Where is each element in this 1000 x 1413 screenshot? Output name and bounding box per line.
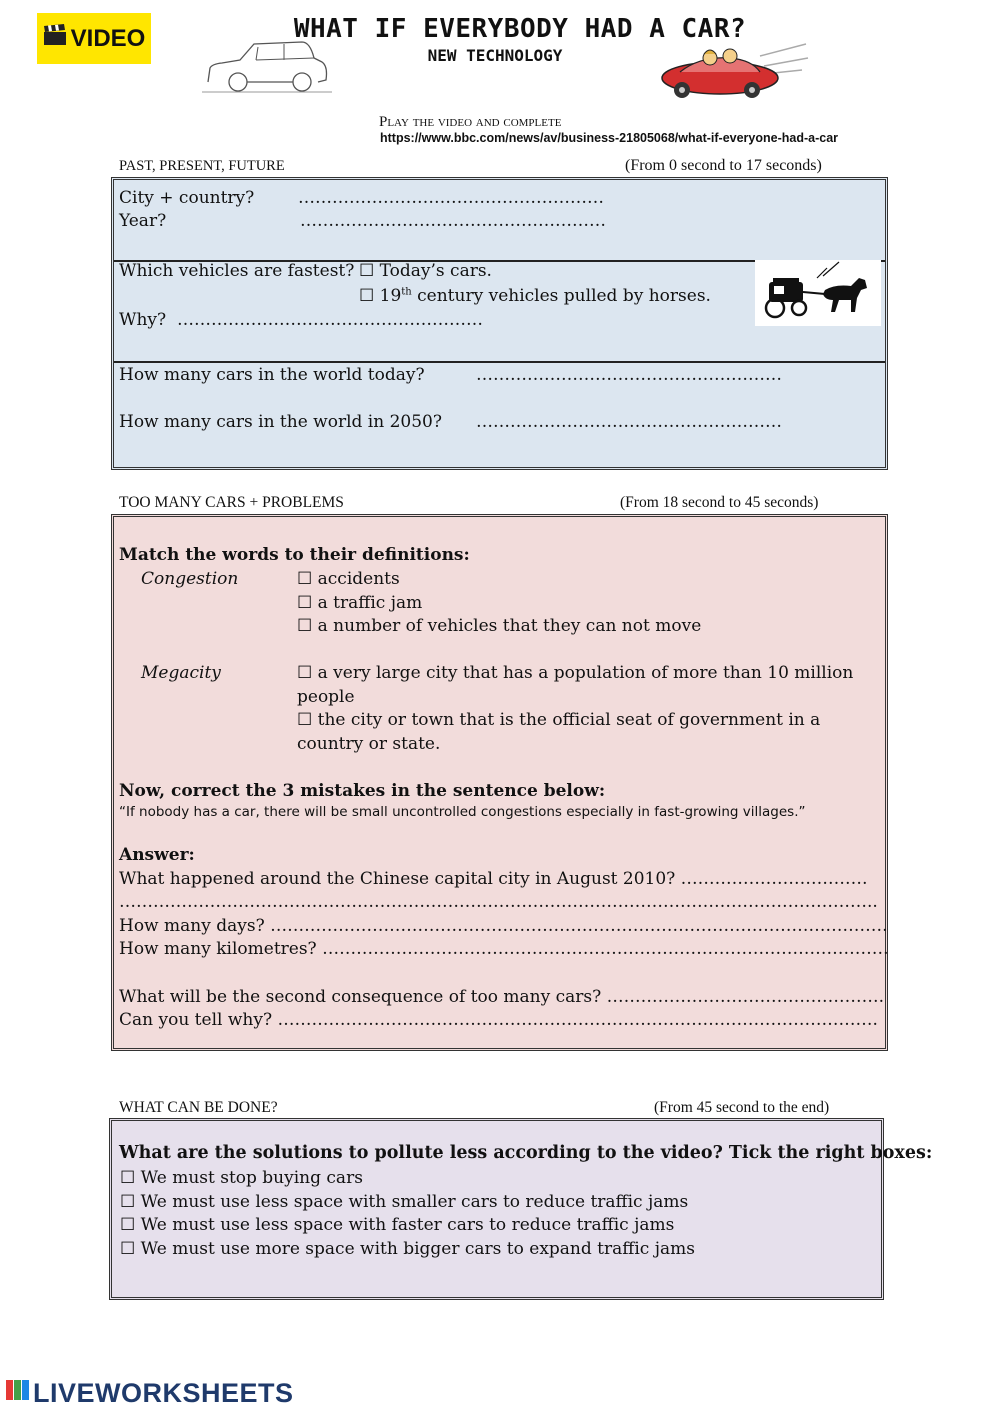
word-megacity: Megacity	[141, 663, 221, 683]
answer-year-field[interactable]: ………………………………………………	[300, 211, 606, 231]
answer-label: Answer:	[119, 845, 195, 865]
section1-heading: PAST, PRESENT, FUTURE	[119, 158, 285, 174]
question-cars-2050: How many cars in the world in 2050?	[119, 412, 442, 432]
question-days[interactable]: How many days? ……………………………………………………………………………………………….	[119, 916, 888, 936]
checkbox-horse-vehicles[interactable]: ☐ 19th century vehicles pulled by horses.	[359, 286, 711, 306]
section2-time: (From 18 second to 45 seconds)	[620, 494, 819, 511]
checkbox-solution[interactable]: ☐ We must use less space with smaller cars to reduce traffic jams	[120, 1192, 689, 1212]
checkbox-definition[interactable]: ☐ accidents	[297, 569, 400, 589]
definition-continuation: people	[297, 687, 355, 707]
question-tell-why[interactable]: Can you tell why? …………………………………………………………………………………………….	[119, 1010, 878, 1030]
checkbox-definition[interactable]: ☐ a very large city that has a population of more than 10 million	[297, 663, 854, 683]
section3-heading: WHAT CAN BE DONE?	[119, 1099, 278, 1116]
mistake-sentence: “If nobody has a car, there will be small uncontrolled congestions especially in fast-growing villages.”	[119, 804, 806, 820]
correct-title: Now, correct the 3 mistakes in the sentence below:	[119, 781, 606, 801]
question-fastest: Which vehicles are fastest?	[119, 261, 355, 281]
answer-city-field[interactable]: ………………………………………………	[298, 188, 604, 208]
section3-box	[109, 1118, 933, 1300]
word-congestion: Congestion	[141, 569, 239, 589]
checkbox-definition[interactable]: ☐ a number of vehicles that they can not move	[297, 616, 702, 636]
definition-continuation: country or state.	[297, 734, 441, 754]
section2-box	[111, 514, 888, 1051]
checkbox-definition[interactable]: ☐ a traffic jam	[297, 593, 423, 613]
clapperboard-icon	[43, 24, 67, 53]
section3-time: (From 45 second to the end)	[654, 1099, 830, 1116]
page-title: WHAT IF EVERYBODY HAD A CAR?	[293, 14, 747, 44]
match-title: Match the words to their definitions:	[119, 545, 470, 565]
question-city: City + country?	[119, 188, 255, 208]
question-why: Why?	[119, 310, 167, 330]
section1-time: (From 0 second to 17 seconds)	[625, 157, 822, 174]
car-outline-icon	[202, 36, 332, 100]
video-link[interactable]: https://www.bbc.com/news/av/business-21805068/what-if-everyone-had-a-car	[380, 131, 839, 145]
page-subtitle: NEW TECHNOLOGY	[427, 46, 563, 65]
flying-car-icon	[660, 38, 810, 110]
question-cars-today: How many cars in the world today?	[119, 365, 425, 385]
checkbox-definition[interactable]: ☐ the city or town that is the official seat of government in a	[297, 710, 821, 730]
liveworksheets-logo[interactable]	[6, 1378, 294, 1409]
badge-label: VIDEO	[70, 24, 146, 52]
section1-box	[111, 177, 888, 470]
question-year: Year?	[119, 211, 167, 231]
liveworksheets-mark-icon	[6, 1378, 30, 1409]
answer-cars-2050-field[interactable]: ………………………………………………	[476, 412, 782, 432]
checkbox-solution[interactable]: ☐ We must use more space with bigger cars to expand traffic jams	[120, 1239, 695, 1259]
checkbox-todays-cars[interactable]: ☐ Today’s cars.	[359, 261, 492, 281]
question-august-2010[interactable]: What happened around the Chinese capital city in August 2010? ……………………………	[119, 869, 868, 889]
instruction: Play the video and complete	[379, 114, 562, 130]
answer-line[interactable]: ……………………………………………………………………………………………………………………..	[119, 892, 878, 912]
horse-carriage-icon	[755, 260, 881, 326]
question-kilometres[interactable]: How many kilometres? ……………………………………………………………………………………….	[119, 939, 889, 959]
solutions-question: What are the solutions to pollute less according to the video? Tick the right boxes:	[119, 1143, 933, 1163]
brand-name: LIVEWORKSHEETS	[33, 1378, 294, 1408]
checkbox-solution[interactable]: ☐ We must stop buying cars	[120, 1168, 363, 1188]
video-badge	[37, 13, 151, 64]
answer-cars-today-field[interactable]: ………………………………………………	[476, 365, 782, 385]
answer-why-field[interactable]: ………………………………………………	[177, 310, 483, 330]
checkbox-solution[interactable]: ☐ We must use less space with faster cars to reduce traffic jams	[120, 1215, 675, 1235]
divider	[114, 361, 885, 363]
section2-heading: TOO MANY CARS + PROBLEMS	[119, 494, 344, 511]
question-consequence[interactable]: What will be the second consequence of too many cars? ………………………………………….	[119, 987, 885, 1007]
